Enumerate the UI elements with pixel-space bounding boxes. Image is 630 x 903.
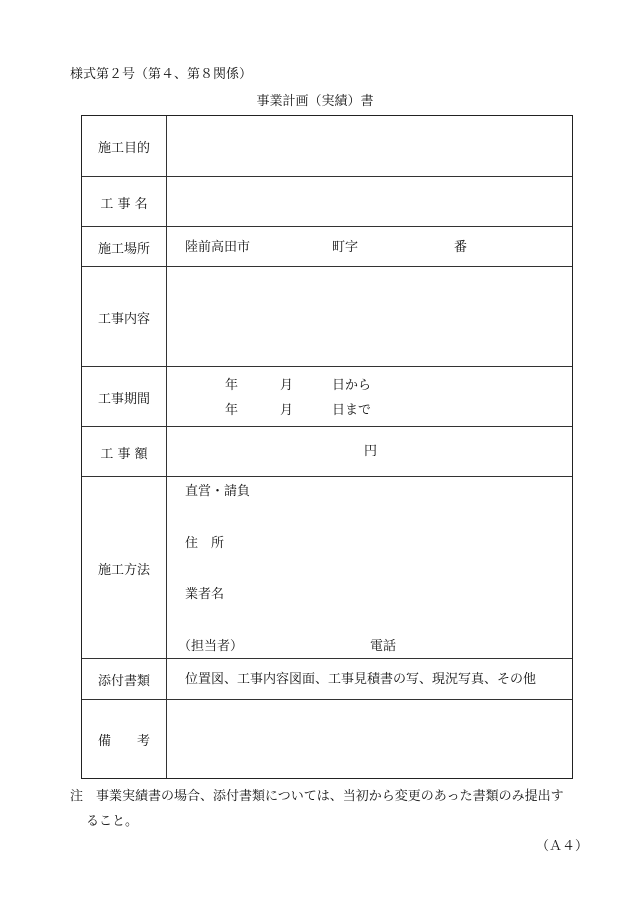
period-end-month: 月 <box>280 403 294 418</box>
location-town: 町字 <box>332 240 359 255</box>
row-content <box>82 266 572 367</box>
row-work-name <box>82 176 572 227</box>
period-start-month: 月 <box>280 378 294 393</box>
note-line-1: 注 事業実績書の場合、添付書類については、当初から変更のあった書類のみ提出す <box>70 789 564 804</box>
row-attachments <box>82 658 572 700</box>
form-number: 様式第２号（第４、第８関係） <box>70 67 253 82</box>
row-purpose <box>82 116 572 176</box>
form-table <box>81 115 573 779</box>
location-city: 陸前高田市 <box>185 240 251 255</box>
method-address: 住 所 <box>185 536 225 551</box>
period-start-year: 年 <box>225 378 239 393</box>
label-attachments: 添付書類 <box>97 674 150 689</box>
label-work-name: 工 事 名 <box>100 196 148 212</box>
period-from: 日から <box>332 378 372 393</box>
label-purpose: 施工目的 <box>97 140 150 156</box>
label-location: 施工場所 <box>97 241 150 257</box>
location-number: 番 <box>454 240 468 255</box>
method-type: 直営・請負 <box>185 484 251 499</box>
label-amount: 工 事 額 <box>100 446 148 462</box>
amount-unit: 円 <box>364 444 378 459</box>
label-remarks: 備 考 <box>97 733 150 749</box>
method-phone: 電話 <box>370 639 397 654</box>
method-person: （担当者） <box>178 639 244 654</box>
period-to: 日まで <box>332 403 372 418</box>
row-amount <box>82 426 572 477</box>
note-line-2: ること。 <box>86 814 139 829</box>
row-period <box>82 366 572 427</box>
attachments-list: 位置図、工事内容図面、工事見積書の写、現況写真、その他 <box>185 672 537 687</box>
row-remarks <box>82 699 572 778</box>
row-location <box>82 226 572 267</box>
paper-size-label: （Ａ４） <box>536 839 589 854</box>
label-period: 工事期間 <box>97 391 150 407</box>
row-method <box>82 476 572 659</box>
period-end-year: 年 <box>225 403 239 418</box>
label-method: 施工方法 <box>97 562 150 578</box>
label-content: 工事内容 <box>97 311 150 327</box>
method-company: 業者名 <box>185 587 225 602</box>
document-title: 事業計画（実績）書 <box>256 94 374 109</box>
